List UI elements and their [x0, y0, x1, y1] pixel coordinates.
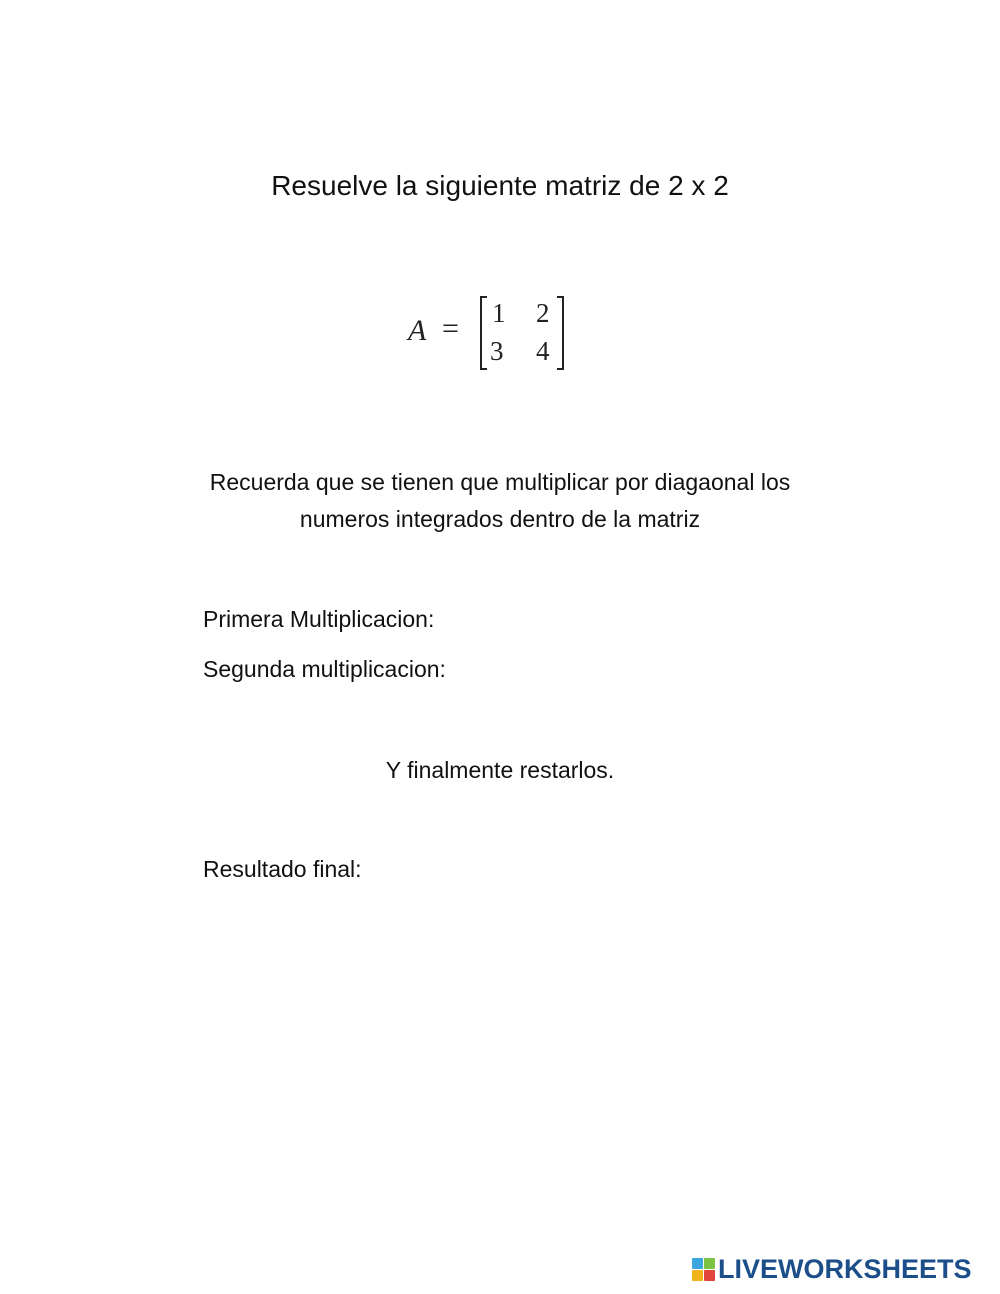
subtract-instruction: Y finalmente restarlos.	[385, 757, 615, 783]
equals-sign: =	[442, 312, 459, 345]
instructions	[0, 464, 1000, 538]
liveworksheets-logo	[692, 1254, 972, 1284]
matrix-cell-2-1: 3	[490, 336, 504, 366]
logo-mark-tile	[692, 1258, 703, 1269]
matrix-cell-1-1: 1	[492, 298, 506, 328]
instructions-line-2: numeros integrados dentro de la matriz	[299, 506, 701, 532]
page-title: Resuelve la siguiente matriz de 2 x 2	[271, 170, 729, 201]
logo-text: LIVEWORKSHEETS	[718, 1253, 972, 1284]
second-multiplication-label: Segunda multiplicacion:	[203, 656, 446, 682]
final-result-label: Resultado final:	[203, 856, 362, 882]
matrix-variable: A	[408, 314, 427, 347]
matrix-cell-2-2: 4	[536, 336, 550, 366]
logo-mark-tile	[704, 1270, 715, 1281]
right-bracket	[557, 296, 564, 370]
logo-mark-tile	[692, 1270, 703, 1281]
instructions-line-1: Recuerda que se tienen que multiplicar por diagaonal los	[209, 469, 791, 495]
first-multiplication-label: Primera Multiplicacion:	[203, 606, 435, 632]
matrix-cell-1-2: 2	[536, 298, 550, 328]
matrix-equation	[404, 292, 574, 376]
logo-mark-tile	[704, 1258, 715, 1269]
left-bracket	[480, 296, 487, 370]
logo-mark-icon	[692, 1258, 715, 1281]
